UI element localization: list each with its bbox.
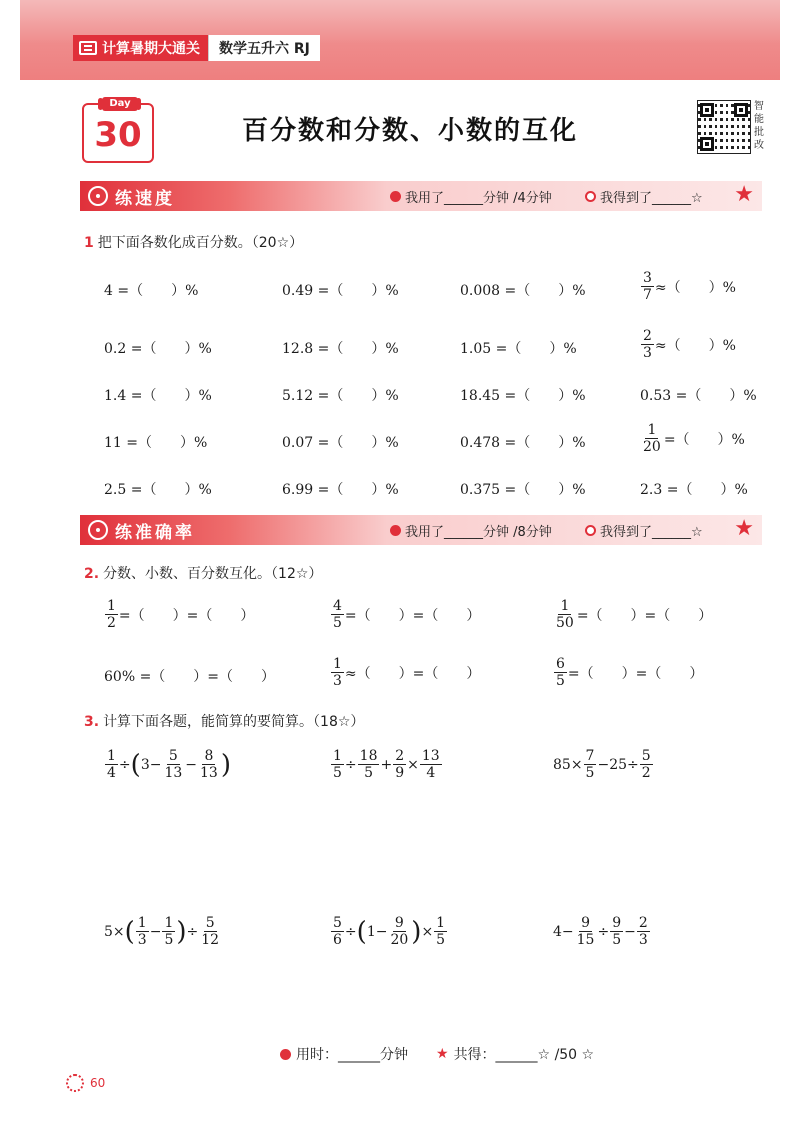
star-icon: ★ bbox=[734, 182, 754, 207]
question-3-prompt: 3. 计算下面各题，能简算的要简算。（18☆） bbox=[84, 714, 365, 730]
score-earned: 我得到了______☆ bbox=[600, 190, 703, 206]
q1-item[interactable]: 1.4 =（ ）% bbox=[104, 388, 212, 404]
q2-item[interactable]: $\frac{1}{50}$ =（ ）=（ ） bbox=[556, 598, 713, 631]
page-title: 百分数和分数、小数的互化 bbox=[241, 116, 578, 146]
q2-item[interactable]: $\frac{6}{5}$ =（ ）=（ ） bbox=[556, 656, 704, 689]
q2-item[interactable]: $\frac{1}{3}$ ≈（ ）=（ ） bbox=[333, 656, 481, 689]
q1-item[interactable]: $\frac{3}{7}$ ≈（ ）% bbox=[643, 270, 736, 303]
q1-item[interactable]: 12.8 =（ ）% bbox=[282, 341, 399, 357]
book-tag bbox=[73, 36, 320, 60]
check-icon bbox=[585, 191, 596, 202]
stopwatch-icon bbox=[88, 186, 108, 206]
sun-icon bbox=[66, 1074, 84, 1092]
q1-item[interactable]: 18.45 =（ ）% bbox=[460, 388, 586, 404]
q2-item[interactable]: 60% =（ ）=（ ） bbox=[104, 669, 276, 685]
page-number: 60 bbox=[66, 1074, 105, 1092]
question-1-prompt: 1 把下面各数化成百分数。（20☆） bbox=[84, 235, 304, 251]
question-2-prompt: 2. 分数、小数、百分数互化。（12☆） bbox=[84, 566, 323, 582]
star-icon: ★ bbox=[436, 1046, 449, 1062]
q2-item[interactable]: $\frac{4}{5}$ =（ ）=（ ） bbox=[333, 598, 481, 631]
q1-item[interactable]: 0.07 =（ ）% bbox=[282, 435, 399, 451]
expression-4: 5× ( $\frac{1}{3}$ − $\frac{1}{5}$ ) ÷ $\frac{5}{12}$ bbox=[104, 915, 220, 948]
q1-item[interactable]: 6.99 =（ ）% bbox=[282, 482, 399, 498]
q1-item[interactable]: 0.375 =（ ）% bbox=[460, 482, 586, 498]
q1-item[interactable]: 11 =（ ）% bbox=[104, 435, 208, 451]
q1-item[interactable]: 0.49 =（ ）% bbox=[282, 283, 399, 299]
q1-item[interactable]: 2.5 =（ ）% bbox=[104, 482, 212, 498]
q1-item[interactable]: 1.05 =（ ）% bbox=[460, 341, 577, 357]
q1-item[interactable]: 4 =（ ）% bbox=[104, 283, 199, 299]
footer bbox=[280, 1044, 594, 1064]
qr-label: 智能批改 bbox=[754, 101, 764, 151]
score-earned: 我得到了______☆ bbox=[600, 524, 703, 540]
day-label: Day bbox=[102, 97, 138, 111]
q1-item[interactable]: 0.53 =（ ）% bbox=[640, 388, 757, 404]
q1-item[interactable]: 5.12 =（ ）% bbox=[282, 388, 399, 404]
time-used: 我用了______分钟 /8分钟 bbox=[405, 524, 552, 540]
calculator-icon bbox=[79, 41, 97, 55]
q1-item[interactable]: $\frac{1}{20}$ =（ ）% bbox=[643, 422, 745, 455]
star-icon: ★ bbox=[734, 516, 754, 541]
flame-icon bbox=[390, 191, 401, 202]
target-icon bbox=[88, 520, 108, 540]
q1-item[interactable]: 2.3 =（ ）% bbox=[640, 482, 748, 498]
footer-time: 用时：______分钟 bbox=[296, 1047, 408, 1063]
expression-2: $\frac{1}{5}$ ÷ $\frac{18}{5}$ + $\frac{2}{9}$ × $\frac{13}{4}$ bbox=[333, 748, 440, 781]
q1-item[interactable]: 0.008 =（ ）% bbox=[460, 283, 586, 299]
time-used: 我用了______分钟 /4分钟 bbox=[405, 190, 552, 206]
section-title: 练准确率 bbox=[115, 522, 195, 543]
clock-icon bbox=[280, 1049, 291, 1060]
expression-6: 4− $\frac{9}{15}$ ÷ $\frac{9}{5}$ − $\frac{2}{3}$ bbox=[553, 915, 648, 948]
section-speed-bar bbox=[80, 181, 762, 211]
q1-item[interactable]: 0.478 =（ ）% bbox=[460, 435, 586, 451]
expression-5: $\frac{5}{6}$ ÷ ( 1− $\frac{9}{20}$ ) × $\frac{1}{5}$ bbox=[333, 915, 446, 948]
check-icon bbox=[585, 525, 596, 536]
section-title: 练速度 bbox=[115, 188, 175, 209]
footer-total: 共得：______☆ /50 ☆ bbox=[453, 1047, 595, 1063]
q1-item[interactable]: 0.2 =（ ）% bbox=[104, 341, 212, 357]
book-title: 计算暑期大通关 bbox=[102, 41, 200, 57]
section-accuracy-bar bbox=[80, 515, 762, 545]
day-number: 30 bbox=[94, 115, 142, 155]
q1-item[interactable]: $\frac{2}{3}$ ≈（ ）% bbox=[643, 328, 736, 361]
expression-3: 85× $\frac{7}{5}$ −25÷ $\frac{5}{2}$ bbox=[553, 748, 651, 781]
day-badge bbox=[82, 98, 154, 163]
expression-1: $\frac{1}{4}$ ÷ ( 3− $\frac{5}{13}$ − $\frac{8}{13}$ ) bbox=[107, 748, 231, 781]
qr-code-icon[interactable] bbox=[697, 100, 751, 154]
q2-item[interactable]: $\frac{1}{2}$ =（ ）=（ ） bbox=[107, 598, 255, 631]
flame-icon bbox=[390, 525, 401, 536]
book-subtitle: 数学五升六 RJ bbox=[208, 35, 320, 61]
